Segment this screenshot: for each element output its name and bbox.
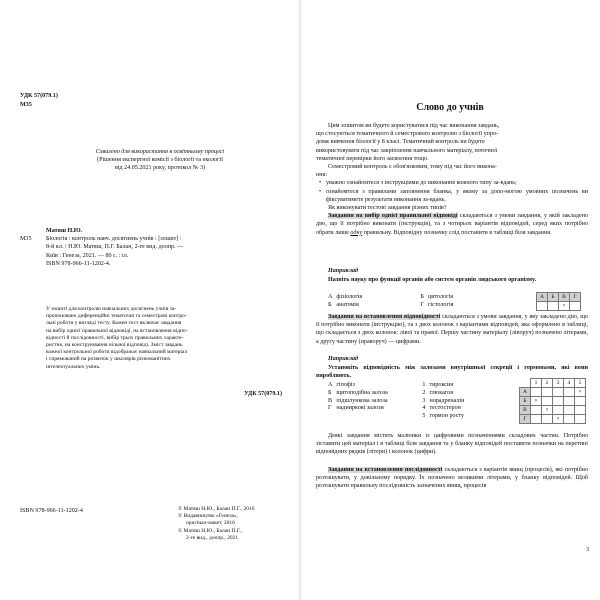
- bib-author: Матяш Н.Ю.: [46, 228, 83, 234]
- option-text: гіпофіз: [336, 382, 355, 388]
- p4-paragraph: [316, 313, 588, 346]
- copyright-line: © Матяш Н.Ю., Балан П.Г.,: [178, 527, 243, 534]
- option-text: гормон росту: [429, 413, 465, 420]
- grid-row-header: В: [520, 406, 531, 415]
- p6-paragraph: [316, 466, 588, 491]
- ex1-question-text: Назвіть науку про функції органів або систем органів людського організму.: [328, 277, 537, 283]
- option-letter: Б: [328, 301, 332, 308]
- copyright-line: 2-ге вид., доопр., 2021: [186, 534, 239, 541]
- grid-cell[interactable]: [531, 406, 542, 415]
- grid-row-header: Б: [520, 397, 531, 406]
- grid-col-header: 1: [531, 379, 542, 388]
- p3-paragraph: [316, 212, 588, 237]
- copyright-line: оригінал-макет, 2016: [186, 520, 235, 527]
- bibliographic-record: [20, 227, 282, 268]
- bib-line-2: 8-й кл. / Н.Ю. Матяш, П.Г. Балан, 2-ге вид. доопр. —: [46, 244, 184, 251]
- example1-question: [316, 276, 588, 284]
- ex2-left-row: [328, 413, 468, 421]
- copyright-block: [178, 506, 288, 542]
- example2-answer-grid: [519, 378, 586, 424]
- option-letter: Б: [420, 294, 424, 300]
- example1-answer-grid: [536, 292, 581, 311]
- abstract-line: інтелектуальних умінь.: [46, 363, 101, 370]
- grid-cell[interactable]: [553, 388, 564, 397]
- abstract-line: на вибір однієї правильної відповіді, на встановлення відпо-: [46, 327, 188, 334]
- copyright-line: © Видавництво «Генеза»,: [178, 513, 239, 520]
- abstract: [46, 306, 282, 371]
- udk-code-top: УДК 57(079.1): [20, 93, 58, 99]
- p2-line: Семестровий контроль є обов'язковим, тому під час його викона-: [328, 164, 497, 171]
- grid-cell-marked[interactable]: ×: [559, 302, 570, 311]
- grid-cell[interactable]: [564, 397, 575, 406]
- grid-header: Г: [570, 293, 581, 302]
- p5-text: Деякі завдання містять малюнки із цифровими позначеннями складових частин. Потрібно зіставити цей матеріал і в таблиці біля завдання та у бланку відповідей поставити позначки на перетині відповідних рядків (літери) і колонок (цифри).: [316, 433, 588, 456]
- option-letter: Г: [328, 405, 332, 412]
- m35-code-top: М35: [20, 102, 32, 108]
- option-num: 3: [422, 397, 426, 404]
- grid-cell-marked[interactable]: ×: [542, 406, 553, 415]
- approval-line-1: Схвалено для використання в освітньому процесі: [95, 149, 225, 155]
- example2-label: Наприклад: [328, 356, 359, 362]
- bib-code: М35: [20, 236, 32, 243]
- p1-line: що стосуються тематичного й семестрового контролю з біології упро-: [316, 131, 499, 138]
- bib-isbn: ISBN 978-966-11-1202-4.: [46, 260, 111, 267]
- grid-cell[interactable]: [570, 302, 581, 311]
- approval-line-2: (Рішення експертної комісії з біології та екології: [97, 157, 223, 164]
- option-text: тестостерон: [429, 405, 461, 412]
- grid-cell[interactable]: [564, 415, 575, 424]
- grid-header: Б: [548, 293, 559, 302]
- right-page: [300, 0, 600, 600]
- udk-code-bottom: УДК 57(079.1): [244, 391, 282, 397]
- page-number: 3: [586, 547, 590, 553]
- option-num: 1: [422, 382, 426, 388]
- grid-cell[interactable]: [564, 388, 575, 397]
- abstract-line: і спрямований на розвиток у школярів різноманітних: [46, 356, 171, 363]
- p1-line: довж вивчення біології у 8 класі. Тематичний контроль ви будете: [316, 139, 485, 146]
- grid-cell[interactable]: [537, 302, 548, 311]
- p1-line: використовувати під час закріплення навчального матеріалу, поточної: [316, 147, 498, 154]
- abstract-line: відності й послідовності, вибір трьох правильних характе-: [46, 334, 184, 341]
- grid-cell[interactable]: [575, 415, 586, 424]
- rules-list-item: • ознайомтеся з правилами заповнення бланка, у якому за допо-могою умовних позначень ви фіксуватимете результати виконання за-вдань.: [326, 188, 588, 204]
- ex2-question-text: Установіть відповідність між залозами внутрішньої секреції і гормонами, які вони виробляють.: [316, 365, 588, 380]
- grid-cell[interactable]: [564, 406, 575, 415]
- grid-cell[interactable]: [575, 397, 586, 406]
- option-letter: В: [328, 397, 333, 404]
- grid-cell[interactable]: [553, 397, 564, 406]
- grid-cell-marked[interactable]: ×: [531, 397, 542, 406]
- grid-cell-marked[interactable]: ×: [575, 388, 586, 397]
- grid-row-header: Г: [520, 415, 531, 424]
- option-letter: А: [328, 382, 333, 388]
- p1-line: тематичної перевірки його засвоєння тощо.: [316, 155, 429, 162]
- isbn-bottom: ISBN 978-966-11-1202-4: [20, 508, 83, 514]
- grid-col-header: 4: [564, 379, 575, 388]
- p3-end: правильну. Відповідну позначку слід поставити в таблиці біля завдання.: [362, 229, 552, 236]
- option-text: гістологія: [427, 301, 454, 308]
- grid-corner: [520, 379, 531, 388]
- option-text: глюкагон: [429, 389, 454, 396]
- p3-bold: Завдання на вибір однієї правильної відповіді: [328, 213, 458, 220]
- option-text: фізіологія: [336, 294, 363, 300]
- intro-text: [316, 122, 588, 237]
- abstract-line: пропоновано диференційні тематичні та семестрові контро-: [46, 313, 187, 320]
- grid-cell[interactable]: [531, 415, 542, 424]
- option-text: цитологія: [427, 294, 454, 300]
- grid-col-header: 3: [553, 379, 564, 388]
- ex2-left-row: [328, 398, 468, 406]
- p4-bold: Завдання на встановлення відповідності: [328, 314, 441, 320]
- rules-list-item: • уважно ознайомтеся з інструкціями до виконання кожного типу за-вдань;: [326, 179, 588, 187]
- question-heading: Як виконувати тестові завдання різних типів?: [328, 205, 447, 212]
- grid-row-header: А: [520, 388, 531, 397]
- grid-cell-marked[interactable]: ×: [553, 415, 564, 424]
- option-text: щитоподібна залоза: [336, 389, 388, 396]
- p6-bold: Завдання на встановлення послідовності: [328, 467, 443, 473]
- option-text: анатомія: [336, 301, 359, 308]
- grid-cell[interactable]: [542, 388, 553, 397]
- p3-one: одну: [350, 229, 363, 236]
- p6-rest: складаються з варіантів явищ (процесів), які потрібно розташувати, у довільному порядку. Їх позначено великими літерами, у бланку відповідей. Щоб розташувати правильну послідовність зазначених явищ, процесів: [316, 467, 588, 490]
- example2-left-column: [328, 382, 468, 421]
- grid-cell[interactable]: [575, 406, 586, 415]
- ex1-option-row: [328, 294, 457, 302]
- ex2-left-row: [328, 405, 468, 413]
- approval-note: [40, 148, 280, 173]
- grid-header: В: [559, 293, 570, 302]
- abstract-line: У зошиті для контролю навчальних досягнень учнів за-: [46, 306, 177, 312]
- grid-col-header: 2: [542, 379, 553, 388]
- option-letter: Б: [328, 389, 332, 396]
- option-text: норадреналін: [429, 397, 465, 404]
- page-title: Слово до учнів: [416, 102, 484, 113]
- abstract-line: ристик, на конструювання вільної відповіді. Зміст завдань: [46, 342, 183, 349]
- example1-options: [328, 294, 457, 310]
- example1-label: Наприклад: [328, 268, 359, 274]
- option-letter: А: [328, 294, 333, 300]
- p4-rest: складаються з умови завдання, у яку закладено дію, що її потрібно виконати (інструкцію), та з двох колонок з варіантами відповідей, яка оформлено в таблиці, що складається з двох колонок: лівої та правої. Першу частину матеріалу (ліворуч) позначено літерами, а другу частину (праворуч) — цифрами.: [316, 314, 588, 345]
- p3-rest: складаються з умови завдання, у якій закладено дію, що її потрібно виконати (інструкція), та з чотирьох варіантів відповідей, серед яких потрібно обрати лише: [316, 213, 588, 236]
- ex1-option-row: [328, 302, 457, 310]
- abstract-line: льні роботи у вигляді тесту. Кожен тест включає завдання: [46, 320, 182, 327]
- option-letter: Г: [420, 301, 424, 308]
- grid-cell[interactable]: [542, 415, 553, 424]
- grid-cell[interactable]: [542, 397, 553, 406]
- ex2-left-row: [328, 382, 468, 390]
- option-text: підшлункова залоза: [336, 397, 388, 404]
- option-num: 2: [422, 389, 426, 396]
- p2-line-end: ння:: [316, 172, 328, 179]
- approval-line-3: від 24.05.2021 року, протокол № 3): [114, 165, 206, 172]
- option-num: 4: [422, 405, 426, 412]
- ex2-left-row: [328, 390, 468, 398]
- option-text: тироксин: [429, 382, 454, 388]
- rules-list: [316, 179, 588, 204]
- grid-header: А: [537, 293, 548, 302]
- p5-paragraph: [316, 432, 588, 457]
- bib-line-3: Київ : Генеза, 2021. — 80 с. : іл.: [46, 252, 129, 259]
- option-text: надниркові залози: [336, 405, 384, 412]
- option-num: 5: [422, 413, 426, 420]
- grid-cell[interactable]: [531, 388, 542, 397]
- bib-line-1: Біологія : контроль навч. досягнень учнів : [зошит] :: [46, 236, 182, 243]
- abstract-line: кожної контрольної роботи відображає навчальний матеріал: [46, 349, 188, 356]
- grid-cell[interactable]: [553, 406, 564, 415]
- p1-line: Цим зошитом ви будете користуватися під час виконання завдань,: [328, 123, 500, 129]
- copyright-line: © Матяш Н.Ю., Балан П.Г., 2016: [178, 506, 255, 512]
- grid-col-header: 5: [575, 379, 586, 388]
- grid-cell[interactable]: [548, 302, 559, 311]
